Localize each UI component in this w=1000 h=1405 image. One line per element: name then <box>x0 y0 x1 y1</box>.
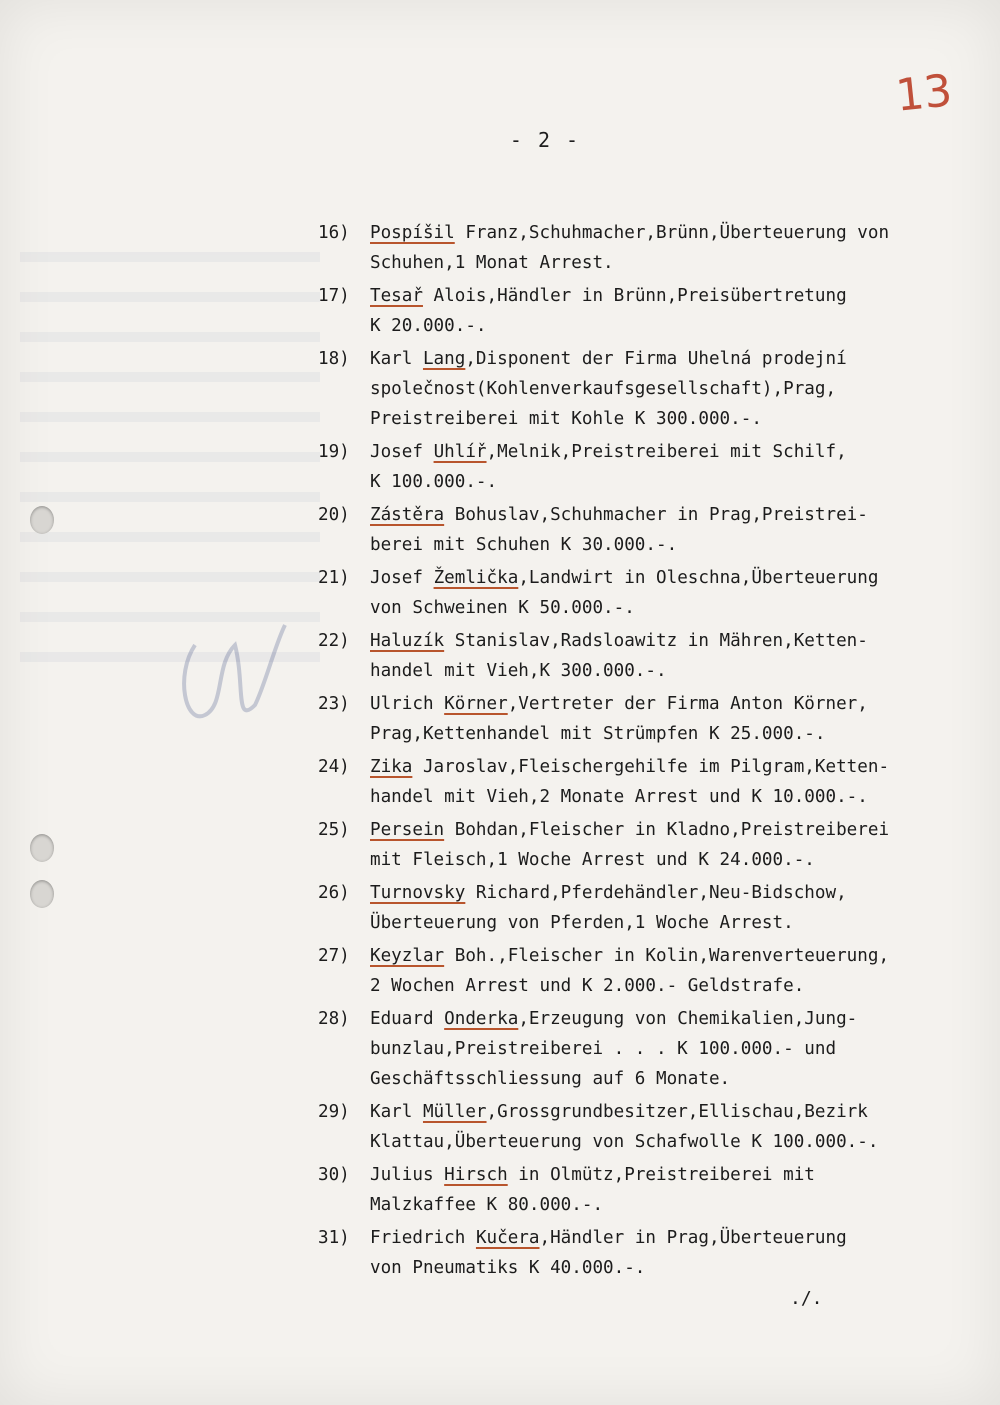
entry-line: K 100.000.-. <box>370 472 498 492</box>
folio-number: 13 <box>893 65 955 122</box>
underlined-surname: Körner <box>444 694 508 714</box>
entry-line: Josef Uhlíř,Melnik,Preistreiberei mit Schilf, <box>370 442 847 462</box>
underlined-surname: Zástěra <box>370 505 445 525</box>
list-item <box>318 941 980 1001</box>
punch-hole <box>30 506 54 534</box>
entry-number: 30) <box>318 1165 350 1185</box>
entry-number: 27) <box>318 946 350 966</box>
page-number: - 2 - <box>509 128 581 152</box>
list-item <box>318 563 980 623</box>
entry-text <box>370 437 980 497</box>
entry-line: mit Fleisch,1 Woche Arrest und K 24.000.-. <box>370 850 815 870</box>
entry-line: Schuhen,1 Monat Arrest. <box>370 253 614 273</box>
entry-line: von Pneumatiks K 40.000.-. <box>370 1258 646 1278</box>
list-item <box>318 1097 980 1157</box>
entry-line: von Schweinen K 50.000.-. <box>370 598 635 618</box>
entry-line: Karl Müller,Grossgrundbesitzer,Ellischau,Bezirk <box>370 1102 868 1122</box>
underlined-surname: Hirsch <box>444 1165 508 1185</box>
bleed-through-text <box>20 222 320 582</box>
entry-line: Pospíšil Franz,Schuhmacher,Brünn,Überteuerung von <box>370 223 890 243</box>
list-item <box>318 689 980 749</box>
entry-line: handel mit Vieh,2 Monate Arrest und K 10.000.-. <box>370 787 868 807</box>
entry-number: 19) <box>318 442 350 462</box>
underlined-surname: Persein <box>370 820 445 840</box>
underlined-surname: Uhlíř <box>433 442 487 462</box>
entry-text <box>370 500 980 560</box>
entry-line: Josef Žemlička,Landwirt in Oleschna,Überteuerung <box>370 568 879 588</box>
entry-number: 23) <box>318 694 350 714</box>
entry-number: 25) <box>318 820 350 840</box>
punch-hole <box>30 880 54 908</box>
underlined-surname: Pospíšil <box>370 223 455 243</box>
signature-bleed <box>165 585 295 745</box>
entry-text <box>370 752 980 812</box>
entry-list <box>318 218 980 1286</box>
entry-number: 31) <box>318 1228 350 1248</box>
entry-line: Keyzlar Boh.,Fleischer in Kolin,Warenverteuerung, <box>370 946 890 966</box>
entry-text <box>370 689 980 749</box>
entry-line: Klattau,Überteuerung von Schafwolle K 100.000.-. <box>370 1132 879 1152</box>
underlined-surname: Müller <box>422 1102 487 1122</box>
entry-number: 22) <box>318 631 350 651</box>
entry-text <box>370 1097 980 1157</box>
entry-number: 24) <box>318 757 350 777</box>
entry-line: berei mit Schuhen K 30.000.-. <box>370 535 678 555</box>
entry-text <box>370 563 980 623</box>
list-item <box>318 281 980 341</box>
list-item <box>318 500 980 560</box>
entry-line: 2 Wochen Arrest und K 2.000.- Geldstrafe. <box>370 976 805 996</box>
entry-line: bunzlau,Preistreiberei . . . K 100.000.- und <box>370 1039 837 1059</box>
list-item <box>318 752 980 812</box>
list-item <box>318 218 980 278</box>
underlined-surname: Tesař <box>370 286 423 306</box>
entry-line: Ulrich Körner,Vertreter der Firma Anton Körner, <box>370 694 868 714</box>
entry-line: Überteuerung von Pferden,1 Woche Arrest. <box>370 913 794 933</box>
entry-number: 28) <box>318 1009 350 1029</box>
entry-number: 26) <box>318 883 350 903</box>
list-item <box>318 1160 980 1220</box>
entry-text <box>370 281 980 341</box>
entry-line: handel mit Vieh,K 300.000.-. <box>370 661 667 681</box>
entry-text <box>370 941 980 1001</box>
entry-line: Geschäftsschliessung auf 6 Monate. <box>370 1069 731 1089</box>
underlined-surname: Lang <box>422 349 466 369</box>
entry-line: Prag,Kettenhandel mit Strümpfen K 25.000.-. <box>370 724 826 744</box>
underlined-surname: Kučera <box>475 1228 540 1248</box>
underlined-surname: Turnovsky <box>370 883 466 903</box>
list-item <box>318 1223 980 1283</box>
entry-line: Malzkaffee K 80.000.-. <box>370 1195 604 1215</box>
entry-line: Friedrich Kučera,Händler in Prag,Überteuerung <box>370 1228 847 1248</box>
entry-text <box>370 344 980 434</box>
entry-number: 16) <box>318 223 350 243</box>
entry-text <box>370 815 980 875</box>
entry-line: Haluzík Stanislav,Radsloawitz in Mähren,Ketten- <box>370 631 868 651</box>
entry-line: Julius Hirsch in Olmütz,Preistreiberei mit <box>370 1165 815 1185</box>
entry-line: společnost(Kohlenverkaufsgesellschaft),Prag, <box>370 379 837 399</box>
entry-line: Karl Lang,Disponent der Firma Uhelná prodejní <box>370 349 847 369</box>
entry-line: K 20.000.-. <box>370 316 487 336</box>
entry-number: 29) <box>318 1102 350 1122</box>
entry-line: Persein Bohdan,Fleischer in Kladno,Preistreiberei <box>370 820 890 840</box>
entry-text <box>370 626 980 686</box>
underlined-surname: Haluzík <box>370 631 445 651</box>
underlined-surname: Zika <box>370 757 413 777</box>
list-item <box>318 344 980 434</box>
closing-mark: ./. <box>790 1288 823 1309</box>
entry-number: 20) <box>318 505 350 525</box>
entry-text <box>370 878 980 938</box>
underlined-surname: Onderka <box>444 1009 519 1029</box>
entry-number: 21) <box>318 568 350 588</box>
list-item <box>318 437 980 497</box>
entry-line: Tesař Alois,Händler in Brünn,Preisübertretung <box>370 286 847 306</box>
entry-line: Turnovsky Richard,Pferdehändler,Neu-Bidschow, <box>370 883 847 903</box>
entry-line: Eduard Onderka,Erzeugung von Chemikalien,Jung- <box>370 1009 858 1029</box>
entry-text <box>370 218 980 278</box>
entry-text <box>370 1223 980 1283</box>
underlined-surname: Keyzlar <box>370 946 445 966</box>
entry-number: 18) <box>318 349 350 369</box>
entry-line: Preistreiberei mit Kohle K 300.000.-. <box>370 409 762 429</box>
underlined-surname: Žemlička <box>433 568 519 588</box>
entry-text <box>370 1004 980 1094</box>
entry-number: 17) <box>318 286 350 306</box>
entry-line: Zástěra Bohuslav,Schuhmacher in Prag,Preistrei- <box>370 505 868 525</box>
list-item <box>318 626 980 686</box>
entry-line: Zika Jaroslav,Fleischergehilfe im Pilgram,Ketten- <box>370 757 890 777</box>
list-item <box>318 1004 980 1094</box>
list-item <box>318 878 980 938</box>
entry-text <box>370 1160 980 1220</box>
punch-hole <box>30 834 54 862</box>
list-item <box>318 815 980 875</box>
